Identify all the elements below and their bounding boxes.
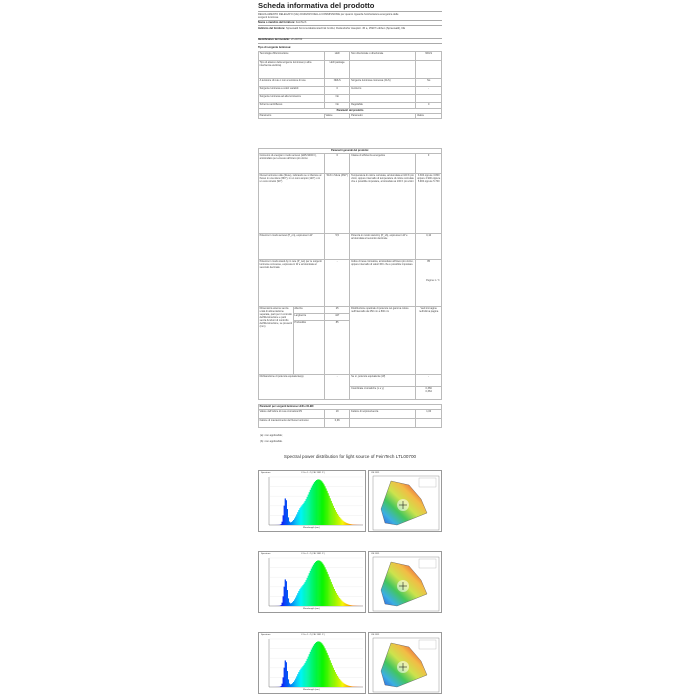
- dimension-name: Larghezza: [293, 314, 324, 321]
- cie-label: CIE 1931: [371, 634, 380, 636]
- regulation-text: REGOLAMENTO DELEGATO (UE) 2019/2015 DELLA COMMISSIONE per quanto riguarda l'etichettatura energetica delle sorgenti luminose: [258, 13, 399, 20]
- table-row: [259, 410, 442, 419]
- table-cell: LED package: [324, 61, 350, 79]
- spectrum-panel-info: C.S.= 1.-7 (CIE 1931 2°): [301, 634, 325, 636]
- table-cell: [416, 419, 442, 428]
- table-row: [259, 375, 442, 387]
- table-cell: Indice di resa cromatica, arrotondato all'intero più vicino, oppure intervallo di valori IRC che è possibile impostare: [350, 260, 416, 307]
- cie-label: CIE 1931: [371, 472, 380, 474]
- table-cell: F: [416, 154, 442, 174]
- dimension-name: Altezza: [293, 307, 324, 314]
- table-cell: Sorgente luminosa ad alta luminanza: [259, 95, 325, 103]
- table-row: [259, 234, 442, 260]
- equivalent-watt-value: -: [416, 375, 442, 387]
- table-cell: A tensione di rete o non a tensione di rete: [259, 79, 325, 87]
- equivalent-power-value: -: [324, 375, 350, 400]
- spectrum-plot: [259, 471, 367, 533]
- table-cell: 1,00: [416, 410, 442, 419]
- footnote: (a): non applicabile;: [260, 434, 283, 437]
- table-cell: Fattore di sopravvivenza: [350, 410, 416, 419]
- table-cell: Consumo di energia in modo acceso (kWh/1000 h), arrotondato per eccesso all'intero più vicino: [259, 154, 325, 174]
- cie-label: CIE 1931: [371, 553, 380, 555]
- supplier-name-row: [258, 21, 442, 24]
- column-header: Valore: [324, 114, 350, 119]
- column-header: Valore: [416, 114, 442, 119]
- spectrum-panel: [258, 470, 366, 532]
- chromaticity-values: [416, 387, 442, 400]
- table-cell: Potenza in modo stand-by in rete (P_net) per le sorgenti luminose connesse, espressa in W e arrotondata al secondo decimale: [259, 260, 325, 307]
- table-cell: [416, 95, 442, 103]
- cie-diagram: [369, 552, 443, 614]
- supplier-address-label: Indirizzo del fornitore:: [258, 27, 286, 30]
- table-row: [259, 52, 442, 61]
- table-cell: 0,10: [416, 234, 442, 260]
- table-cell: -: [324, 260, 350, 307]
- table-cell: Valore dell'indice di resa cromatica R9: [259, 410, 325, 419]
- table-row: [259, 154, 442, 174]
- table-cell: Flusso luminoso utile (Φuse), indicando se si riferisce al flusso in una sfera (360°), in un cono ampio (120°) o in un cono stretto (90°): [259, 174, 325, 234]
- table-cell: NMLS: [324, 79, 350, 87]
- table-row: [259, 260, 442, 307]
- spd-figure-row: [258, 551, 442, 613]
- model-row: [258, 38, 442, 41]
- cie-diagram: [369, 633, 443, 695]
- cie-inset: [419, 478, 436, 487]
- dimension-value: 85: [324, 321, 350, 375]
- cie-diagram-panel: [368, 551, 442, 613]
- supplier-name-label: Nome o marchio del fornitore:: [258, 21, 296, 24]
- spectrum-panel-label: Spectrum: [261, 472, 271, 474]
- table-cell: 85: [416, 260, 442, 307]
- table-cell: 0,96: [324, 419, 350, 428]
- table-cell: 0: [324, 87, 350, 95]
- cie-inset: [419, 559, 436, 568]
- footnote: (b): non applicabile.: [260, 440, 283, 443]
- table-cell: 5,5: [324, 234, 350, 260]
- table-row: [259, 87, 442, 95]
- table-row: [259, 419, 442, 428]
- spd-figure-row: [258, 632, 442, 694]
- cie-diagram-panel: [368, 632, 442, 694]
- led-params-table: [258, 404, 442, 428]
- dimension-name: Profondità: [293, 321, 324, 375]
- page-number: Pagina 1 / 3: [426, 279, 440, 282]
- table-cell: Involucro: [350, 87, 416, 95]
- supplier-name: FeinTech: [295, 21, 307, 24]
- chromaticity-label: Coordinate cromatiche (x e y): [350, 387, 416, 400]
- supplier-address: Spreewald Kommunikationstechnik GmbH, Rudendorfer Hauptstr. 45 a, 15907 Lübben (Spreewald), DE: [285, 27, 406, 30]
- table-row: [259, 95, 442, 103]
- spectrum-panel: [258, 632, 366, 694]
- spd-figure-row: [258, 470, 442, 532]
- table-cell: Schermo antiriflesso: [259, 103, 325, 109]
- table-row: [259, 307, 442, 314]
- x-axis-label: Wavelength (nm): [303, 527, 320, 529]
- table-cell: No: [416, 79, 442, 87]
- spectrum-panel-label: Spectrum: [261, 553, 271, 555]
- dimensions-label: Dimensioni esterne senza unità di alimentazione separata, parti per il controllo dell'illuminazione e parti senza funzioni di controllo dell'illuminazione, se presenti (mm): [259, 307, 294, 375]
- table-cell: Temperatura di colore correlata, arrotondata ai 100 K più vicini, oppure intervallo di temperature di colore correlate che è possibile impostare, arrotondato ai 100 K più vicini: [350, 174, 416, 234]
- cie-diagram: [369, 471, 443, 533]
- page-title: Scheda informativa del prodotto: [258, 1, 375, 10]
- table-header-row: [259, 114, 442, 119]
- cie-diagram-panel: [368, 470, 442, 532]
- equivalent-watt-label: Se sì, potenza equivalente (W): [350, 375, 416, 387]
- led-params-heading: Parametri per sorgenti luminose LED e OLED:: [259, 405, 442, 410]
- table-cell: Classe di efficienza energetica: [350, 154, 416, 174]
- product-params-heading: Parametri del prodotto: [259, 109, 442, 114]
- table-cell: [350, 419, 416, 428]
- table-cell: No: [324, 95, 350, 103]
- table-cell: No: [324, 103, 350, 109]
- divider: [258, 43, 442, 44]
- table-cell: 19: [324, 410, 350, 419]
- product-data-sheet: [258, 0, 442, 445]
- table-cell: -: [416, 87, 442, 95]
- table-cell: Non direzionale o direzionale: [350, 52, 416, 61]
- dimension-value: 25: [324, 307, 350, 314]
- table-cell: [416, 61, 442, 79]
- spectrum-panel-label: Spectrum: [261, 634, 271, 636]
- spectrum-panel: [258, 551, 366, 613]
- spectrum-plot: [259, 552, 367, 614]
- table-cell: Sorgente luminosa a colori variabili: [259, 87, 325, 95]
- table-row: [259, 79, 442, 87]
- x-axis-label: Wavelength (nm): [303, 608, 320, 610]
- spectral-label: Distribuzione spettrale di potenza nel gamma colore nell'intervallo da 250 nm a 800 nm: [350, 307, 416, 375]
- spectrum-plot: [259, 633, 367, 695]
- table-cell: Tipo di attacco della sorgente luminosa (o altra interfaccia elettrica): [259, 61, 325, 79]
- table-cell: 0: [416, 103, 442, 109]
- spd-caption: Spectral power distribution for light source of FeinTech LTL00700: [283, 454, 417, 459]
- light-source-type-table: [258, 51, 442, 119]
- model-identifier: LTL00700: [290, 38, 303, 41]
- chromaticity-x: 0,366: [425, 387, 432, 391]
- table-cell: NDLS: [416, 52, 442, 61]
- dimension-value: 447: [324, 314, 350, 321]
- chromaticity-y: 0,364: [425, 390, 432, 394]
- table-row: [259, 61, 442, 79]
- table-cell: Regolabile: [350, 103, 416, 109]
- table-cell: Potenza in modo acceso (P_on), espressa in W: [259, 234, 325, 260]
- table-cell: Tecnologia d'illuminazione: [259, 52, 325, 61]
- table-cell: 543 in Sfera (360°): [324, 174, 350, 234]
- general-product-params-table: [258, 148, 442, 400]
- table-row: [259, 174, 442, 234]
- supplier-address-row: [258, 27, 442, 30]
- title-divider: [258, 11, 442, 12]
- model-label: Identificativo del modello:: [258, 38, 290, 41]
- column-header: Parametro: [350, 114, 416, 119]
- table-cell: 6: [324, 154, 350, 174]
- cie-inset: [419, 640, 436, 649]
- spectral-value: Vedi immagine nell'ultima pagina: [416, 307, 442, 375]
- light-source-type-title: Tipo di sorgente luminosa:: [258, 46, 292, 49]
- table-cell: Sorgente luminosa connessa (CLS): [350, 79, 416, 87]
- table-cell: LED: [324, 52, 350, 61]
- equivalent-power-label: Dichiarazione di potenza equivalente(a): [259, 375, 325, 400]
- table-cell: 3.300 oppure 3.800 oppure 4.900 oppure 5.900 oppure 5.700: [416, 174, 442, 234]
- table-cell: Fattore di mantenimento del flusso luminoso: [259, 419, 325, 428]
- table-cell: [350, 61, 416, 79]
- table-cell: Potenza in modo stand-by (P_sb), espressa in W e arrotondata al secondo decimale: [350, 234, 416, 260]
- spectrum-panel-info: C.S.= 1.-7 (CIE 1931 2°): [301, 472, 325, 474]
- x-axis-label: Wavelength (nm): [303, 689, 320, 691]
- column-header: Parametro: [259, 114, 325, 119]
- divider: [258, 25, 442, 26]
- table-cell: [350, 95, 416, 103]
- spectrum-panel-info: C.S.= 1.-7 (CIE 1931 2°): [301, 553, 325, 555]
- general-params-heading: Parametri generali del prodotto:: [259, 149, 442, 154]
